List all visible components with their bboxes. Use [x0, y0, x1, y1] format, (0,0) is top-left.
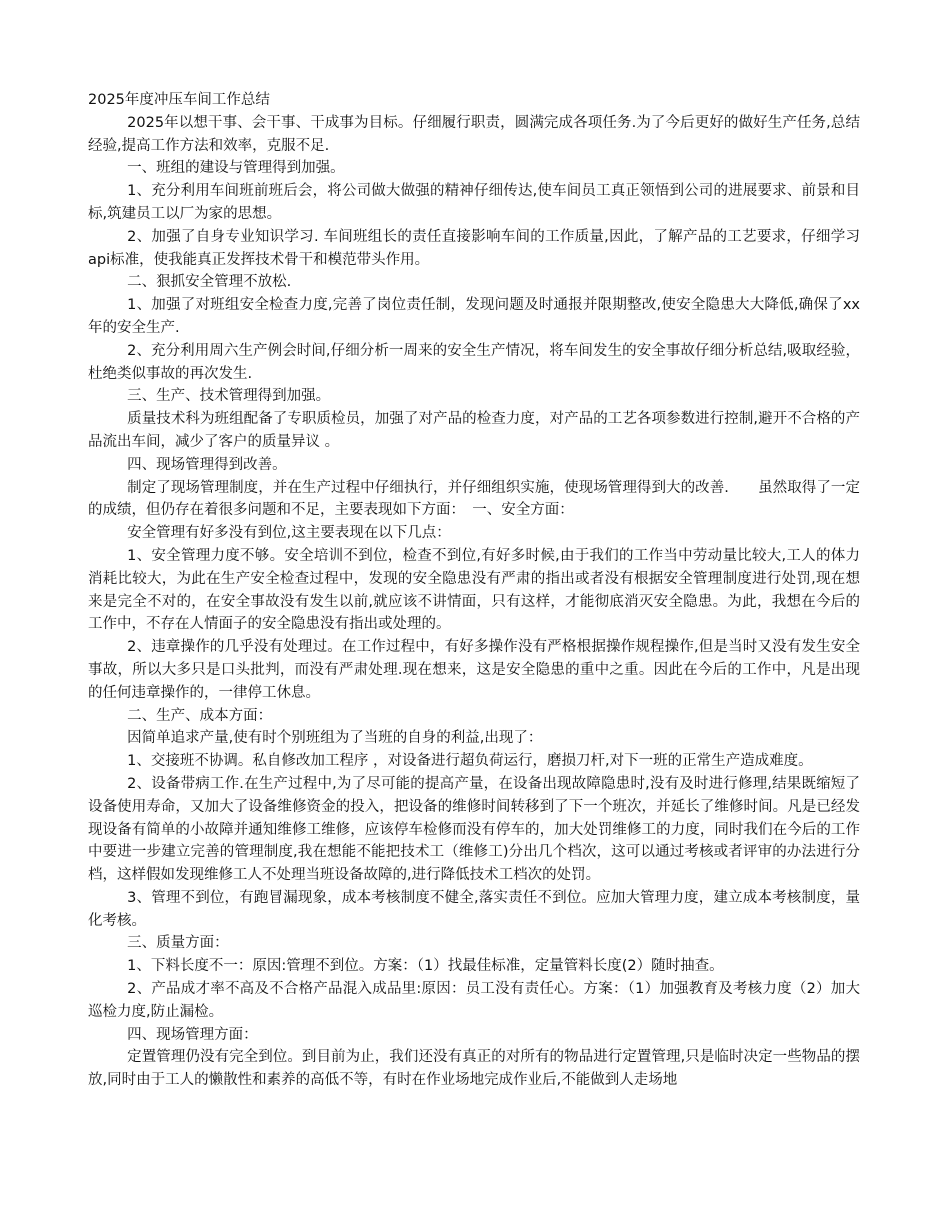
- paragraph: 安全管理有好多没有到位,这主要表现在以下几点：: [127, 525, 451, 542]
- paragraph: 1、充分利用车间班前班后会，将公司做大做强的精神仔细传达,使车间员工真正领悟到公司的进展要求、前景和目标,筑建员工以厂为家的思想。: [88, 183, 860, 222]
- document-page: [88, 89, 860, 1092]
- paragraph: 1、下料长度不一：原因:管理不到位。方案：（1）找最佳标准，定量管料长度(2）随时抽查。: [127, 958, 724, 975]
- paragraph: 制定了现场管理制度，并在生产过程中仔细执行，并仔细组织实施，使现场管理得到大的改善. 虽然取得了一定的成绩，但仍存在着很多问题和不足，主要表现如下方面： 一、安全方面：: [88, 479, 860, 519]
- paragraph: 2、加强了自身专业知识学习. 车间班组长的责任直接影响车间的工作质量,因此，了解产品的工艺要求，仔细学习api标准，使我能真正发挥技术骨干和模范带头作用。: [88, 228, 860, 268]
- section-heading: 三、生产、技术管理得到加强。: [127, 388, 331, 405]
- section-heading: 一、班组的建设与管理得到加强。: [127, 160, 345, 177]
- paragraph: 1、交接班不协调。私自修改加工程序 ，对设备进行超负荷运行，磨损刀杆,对下一班的正常生产造成难度。: [127, 753, 813, 770]
- section-heading: 二、生产、成本方面：: [127, 707, 273, 724]
- section-heading: 二、狠抓安全管理不放松.: [127, 274, 292, 291]
- paragraph: 质量技术科为班组配备了专职质检员，加强了对产品的检查力度，对产品的工艺各项参数进行控制,避开不合格的产品流出车间，减少了客户的质量异议 。: [88, 411, 860, 450]
- paragraph: 2、违章操作的几乎没有处理过。在工作过程中，有好多操作没有严格根据操作规程操作,但是当时又没有发生安全事故，所以大多只是口头批判，而没有严肃处理.现在想来，这是安全隐患的重中之重。因此在今后的工作中，凡是出现的任何违章操作的，一律停工休息。: [88, 639, 860, 701]
- section-heading: 三、质量方面：: [127, 935, 229, 952]
- section-heading: 四、现场管理方面：: [127, 1026, 258, 1043]
- paragraph: 2、充分利用周六生产例会时间,仔细分析一周来的安全生产情况，将车间发生的安全事故仔细分析总结,吸取经验，杜绝类似事故的再次发生.: [88, 342, 860, 382]
- paragraph: 2、设备带病工作.在生产过程中,为了尽可能的提高产量，在设备出现故障隐患时,没有及时进行修理,结果既缩短了设备使用寿命，又加大了设备维修资金的投入，把设备的维修时间转移到了下一个班次，并延长了维修时间。凡是已经发现设备有简单的小故障并通知维修工维修，应该停车检修而没有停车的，加大处罚维修工的力度，同时我们在今后的工作中要进一步建立完善的管理制度,我在想能不能把技术工（维修工)分出几个档次，这可以通过考核或者评审的办法进行分档，这样假如发现维修工人不处理当班设备故障的,进行降低技术工档次的处罚。: [88, 775, 860, 884]
- paragraph: 定置管理仍没有完全到位。到目前为止，我们还没有真正的对所有的物品进行定置管理,只是临时决定一些物品的摆放,同时由于工人的懒散性和素养的高低不等，有时在作业场地完成作业后,不能做到人走场地: [88, 1049, 860, 1089]
- paragraph: 因简单追求产量,使有时个别班组为了当班的自身的利益,出现了：: [127, 730, 543, 747]
- paragraph-intro: 2025年以想干事、会干事、干成事为目标。仔细履行职责，圆满完成各项任务.为了今后更好的做好生产任务,总结经验,提高工作方法和效率，克服不足.: [88, 114, 860, 154]
- section-heading: 四、现场管理得到改善。: [127, 456, 287, 473]
- document-title: 2025年度冲压车间工作总结: [88, 92, 270, 108]
- paragraph: 1、安全管理力度不够。安全培训不到位，检查不到位,有好多时候,由于我们的工作当中劳动量比较大,工人的体力消耗比较大，为此在生产安全检查过程中，发现的安全隐患没有严肃的指出或者没有根据安全管理制度进行处罚,现在想来是完全不对的，在安全事故没有发生以前,就应该不讲情面，只有这样，才能彻底消灭安全隐患。为此，我想在今后的工作中，不存在人情面子的安全隐患没有指出或处理的。: [88, 547, 860, 633]
- paragraph: 3、管理不到位，有跑冒漏现象，成本考核制度不健全,落实责任不到位。应加大管理力度，建立成本考核制度，量化考核。: [88, 889, 860, 929]
- paragraph: 1、加强了对班组安全检查力度,完善了岗位责任制，发现问题及时通报并限期整改,使安全隐患大大降低,确保了xx年的安全生产.: [88, 297, 860, 336]
- paragraph: 2、产品成才率不高及不合格产品混入成品里:原因：员工没有责任心。方案：（1）加强教育及考核力度（2）加大巡检力度,防止漏检。: [88, 981, 860, 1020]
